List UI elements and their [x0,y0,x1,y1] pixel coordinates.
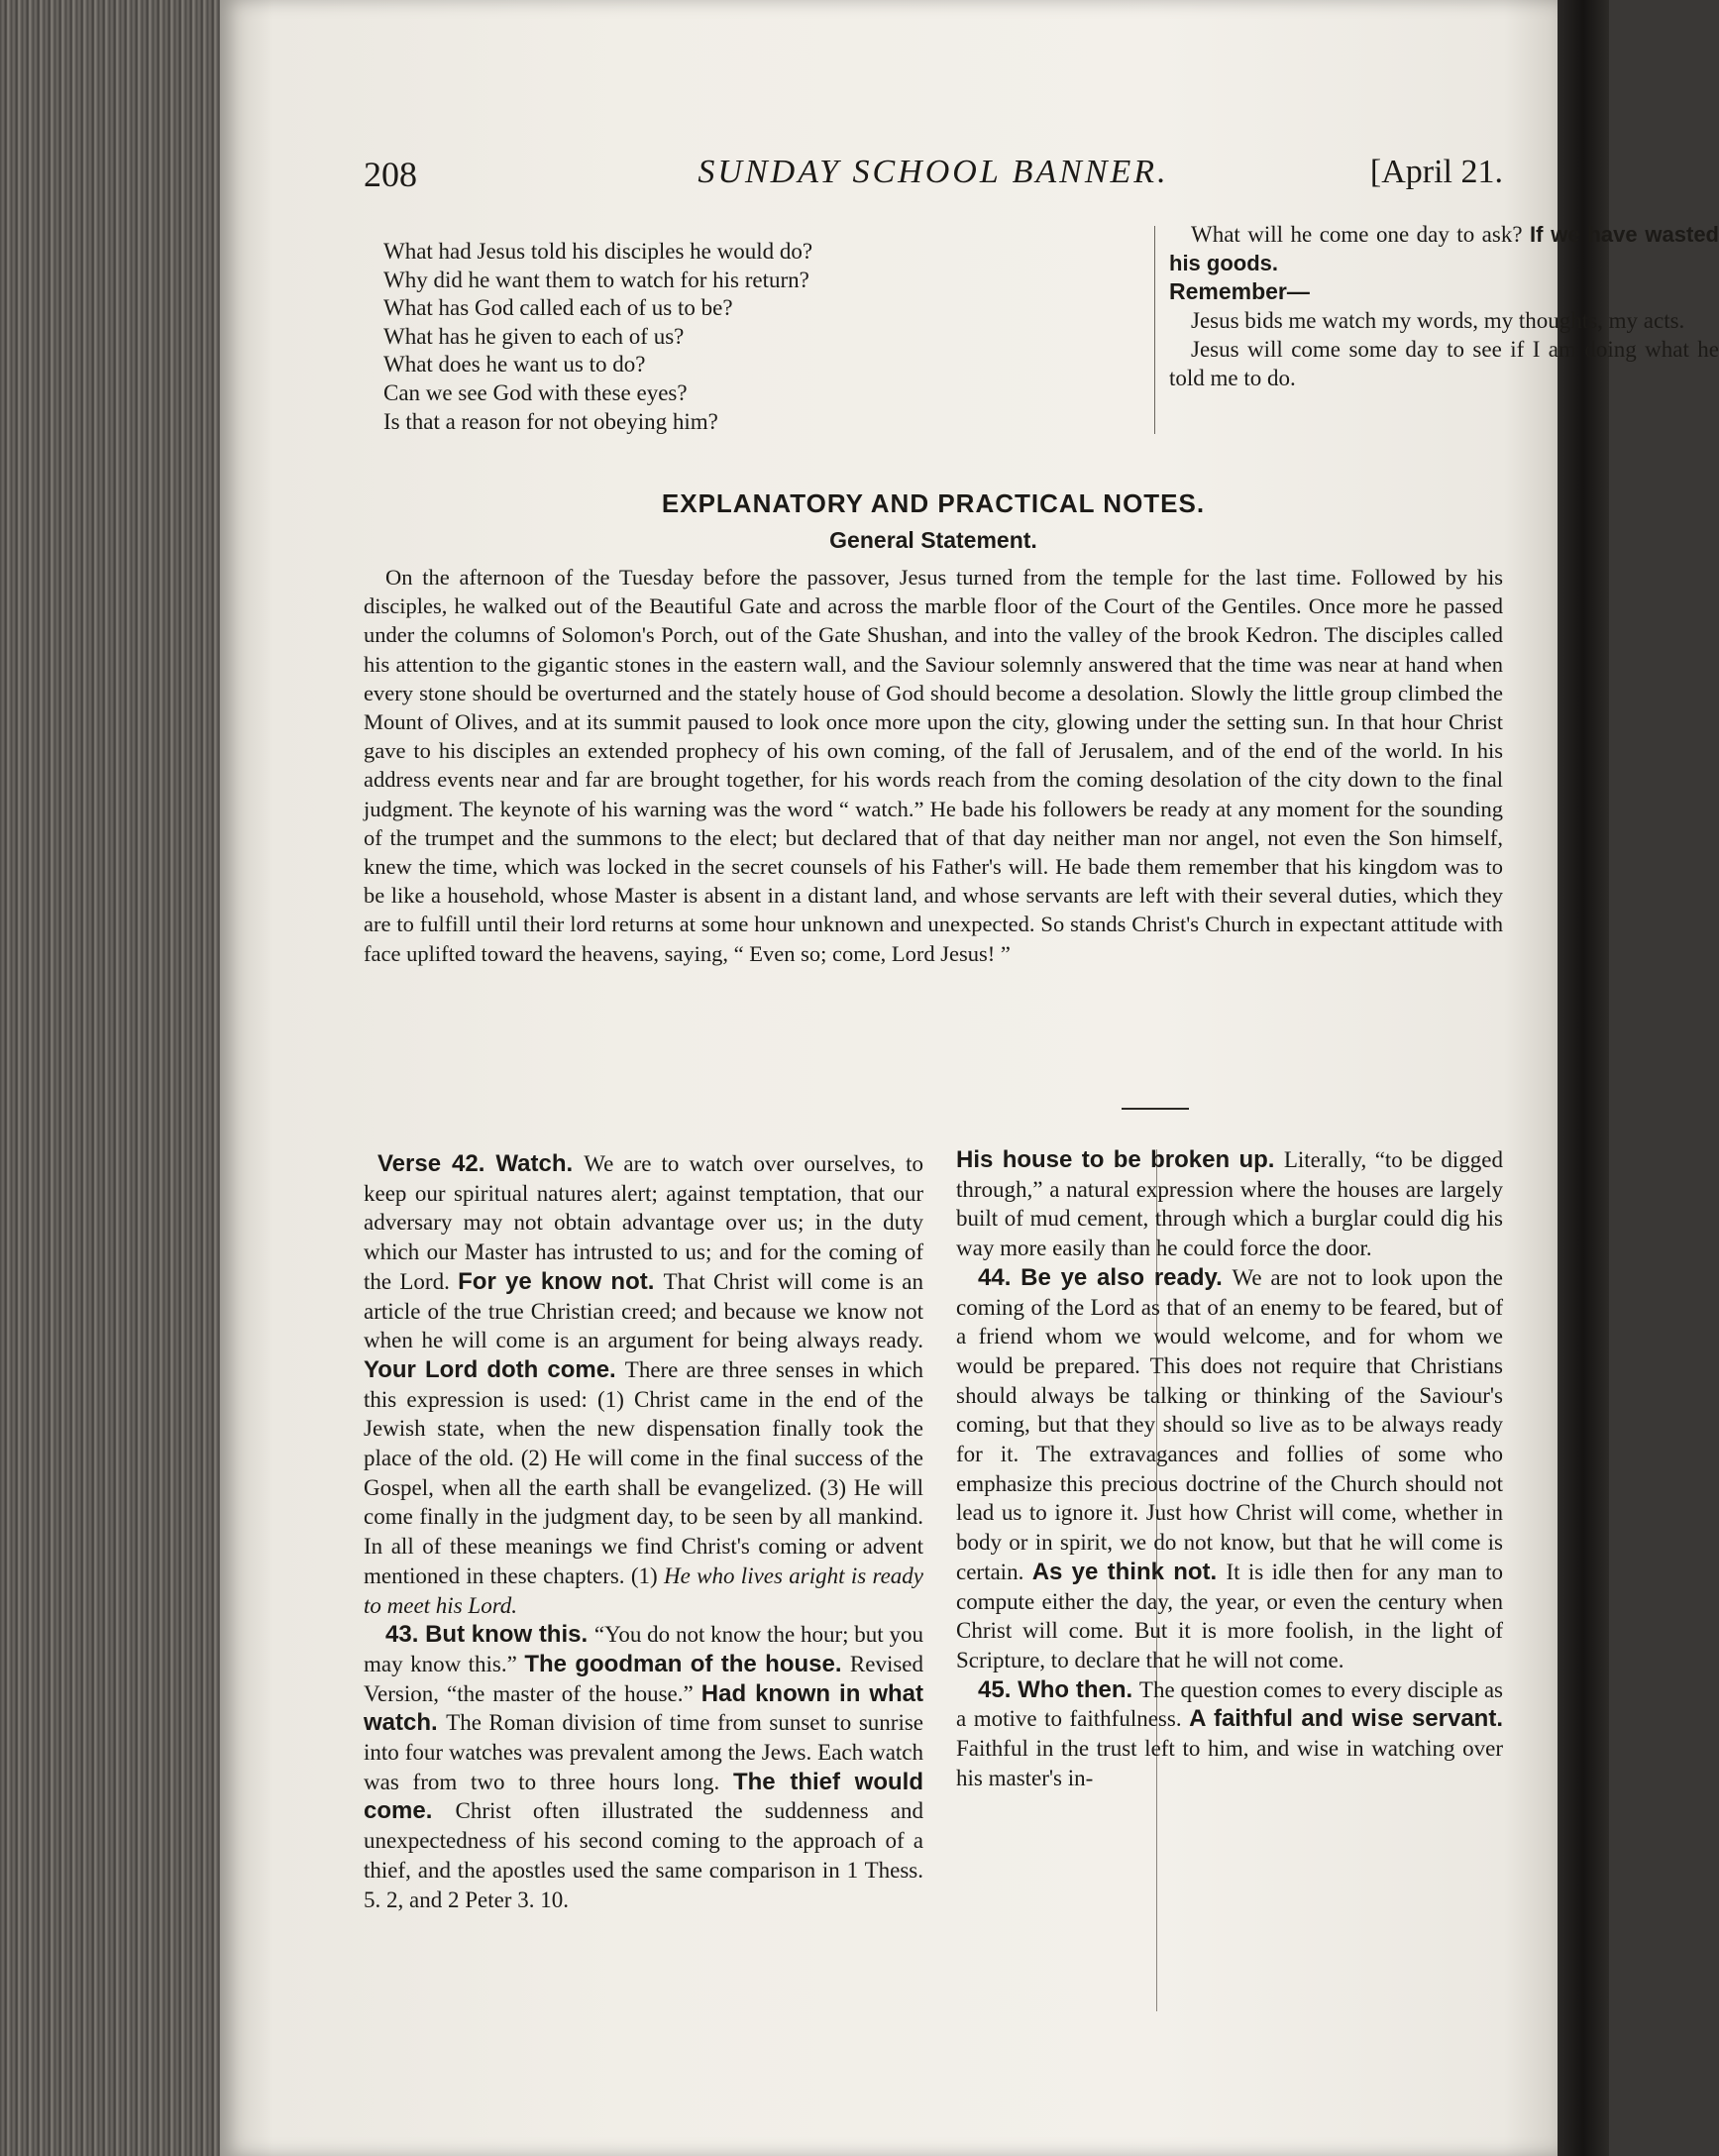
note-text: It is idle then for any man to compute either the day, the year, or even the century when Christ will come. But it is more foolish, in the light of Scripture, to declare that he will not come. [956,1559,1503,1672]
verse-43-continued [956,1145,1503,1263]
header-date: [April 21. [1369,154,1503,190]
question-line: What had Jesus told his disciples he would do? [383,239,813,264]
memory-section [1169,220,1719,392]
italic-note: He who lives aright is ready to meet his Lord. [364,1563,923,1618]
book-page [220,0,1719,2156]
note-text: We are to watch over ourselves, to keep our spiritual natures alert; against temptation, that our adversary may not obtain advantage over us; in the duty which our Master has intrusted to us; and for the coming of the Lord. [364,1151,923,1294]
question-line: Why did he want them to watch for his return? [383,267,809,292]
remember-line: Jesus bids me watch my words, my thoughts, my acts. [1191,308,1685,333]
note-text: “You do not know the hour; but you may know this.” [364,1622,923,1676]
section-rule [1122,1108,1189,1110]
memory-answer: If we have wasted his goods. [1169,222,1719,275]
note-text: Literally, “to be digged through,” a natural expression where the houses are largely built of mud cement, through which a burglar could dig his way more easily than he could force the door. [956,1147,1503,1261]
verse-43-note [364,1620,923,1914]
verse-44-note [956,1263,1503,1675]
verse-heading: Verse 42. Watch. [377,1150,585,1177]
phrase-heading: Had known in what watch. [364,1679,923,1737]
phrase-heading: For ye know not. [458,1267,664,1295]
note-text: The question comes to every disciple as a motive to faithfulness. [956,1676,1503,1732]
verse-heading: 44. Be ye also ready. [978,1263,1233,1291]
remember-heading: Remember— [1169,278,1310,304]
phrase-heading: The goodman of the house. [524,1650,850,1677]
general-statement-heading: General Statement. [829,527,1037,553]
notes-title: EXPLANATORY AND PRACTICAL NOTES. [661,488,1206,518]
verse-heading: 45. Who then. [978,1675,1139,1703]
verse-42-note [364,1149,923,1620]
notes-left-column [364,1149,923,1914]
memory-question [1169,220,1719,277]
note-text: Faithful in the trust left to him, and wise in watching over his master's in- [956,1736,1503,1790]
note-text: Christ often illustrated the suddenness and unexpectedness of his second coming to the approach of a thief, and the apostles used the same comparison in 1 Thess. 5. 2, and 2 Peter 3. 10. [364,1798,924,1912]
memory-question-text: What will he come one day to ask? [1191,222,1530,247]
phrase-heading: His house to be broken up. [956,1146,1284,1173]
phrase-heading: The thief would come. [364,1768,923,1825]
book-page-edges [0,0,228,2156]
phrase-heading: Your Lord doth come. [364,1355,625,1383]
note-text: The Roman division of time from sunset to sunrise into four watches was prevalent among the Jews. Each watch was from two to three hours long. [364,1710,923,1794]
phrase-heading: As ye think not. [1031,1558,1227,1585]
column-divider [1154,226,1155,434]
running-title: SUNDAY SCHOOL BANNER. [698,154,1169,190]
general-statement: On the afternoon of the Tuesday before the passover, Jesus turned from the temple for the last time. Followed by his disciples, he walked out of the Beautiful Gate and across the marble floor of the Court of the Gentiles. Once more he passed under the columns of Solomon's Porch, out of the Gate Shushan, and into the valley of the brook Kedron. The disciples called his attention to the gigantic stones in the eastern wall, and the Saviour solemnly answered that the time was near at hand when every stone should be overturned and the stately house of God should become a desolation. Slowly the little group climbed the Mount of Olives, and at its summit paused to look once more upon the city, glowing under the setting sun. In that hour Christ gave to his disciples an extended prophecy of his own coming, of the fall of Jerusalem, and of the end of the world. In his address events near and far are brought together, for his words reach from the coming desolation of the city down to the final judgment. The keynote of his warning was the word “ watch.” He bade his followers be ready at any moment for the sounding of the trumpet and the summons to the elect; but declared that of that day neither man nor angel, not even the Son himself, knew the time, which was locked in the secret counsels of his Father's will. He bade them remember that his kingdom was to be like a household, whose Master is absent in a distant land, and whose servants are left with their several duties, which they are to fulfill until their lord returns at some hour unknown and unexpected. So stands Christ's Church in expectant attitude with face uplifted toward the heavens, saying, “ Even so; come, Lord Jesus! ” [364,565,1503,966]
note-text: There are three senses in which this expression is used: (1) Christ came in the end of the Jewish state, when the new dispensation finally took the place of the old. (2) He will come in the final success of the Gospel, when all the earth shall be evangelized. (3) He will come finally in the judgment day, to be seen by all mankind. In all of these meanings we find Christ's coming or advent mentioned in these chapters. (1) [364,1356,923,1588]
note-text: That Christ will come is an article of the true Christian creed; and because we know not when he will come is an argument for being always ready. [364,1268,924,1353]
question-line: Can we see God with these eyes? [383,379,688,405]
question-line: What has he given to each of us? [383,323,685,349]
question-line: What has God called each of us to be? [383,295,733,321]
phrase-heading: A faithful and wise servant. [1189,1705,1503,1733]
remember-line: Jesus will come some day to see if I am doing what he told me to do. [1169,337,1719,390]
page-header [364,154,1503,209]
review-questions [383,238,1146,436]
notes-right-column [956,1145,1503,1792]
note-text: We are not to look upon the coming of the Lord as that of an enemy to be feared, but of a friend whom we would welcome, and for whom we would be prepared. This does not require that Christians should always be talking or thinking of the Saviour's coming, but that they should so live as to be always ready for it. The extravagances and follies of some who emphasize this precious doctrine of the Church should not lead us to ignore it. Just how Christ will come, whether in body or in spirit, we do not know, but that he will come is certain. [956,1264,1504,1584]
verse-45-note [956,1675,1503,1793]
question-line: Is that a reason for not obeying him? [383,408,718,434]
question-line: What does he want us to do? [383,352,646,377]
verse-heading: 43. But know this. [385,1621,594,1649]
note-text: Revised Version, “the master of the house.” [364,1651,923,1706]
page-number: 208 [364,155,417,194]
